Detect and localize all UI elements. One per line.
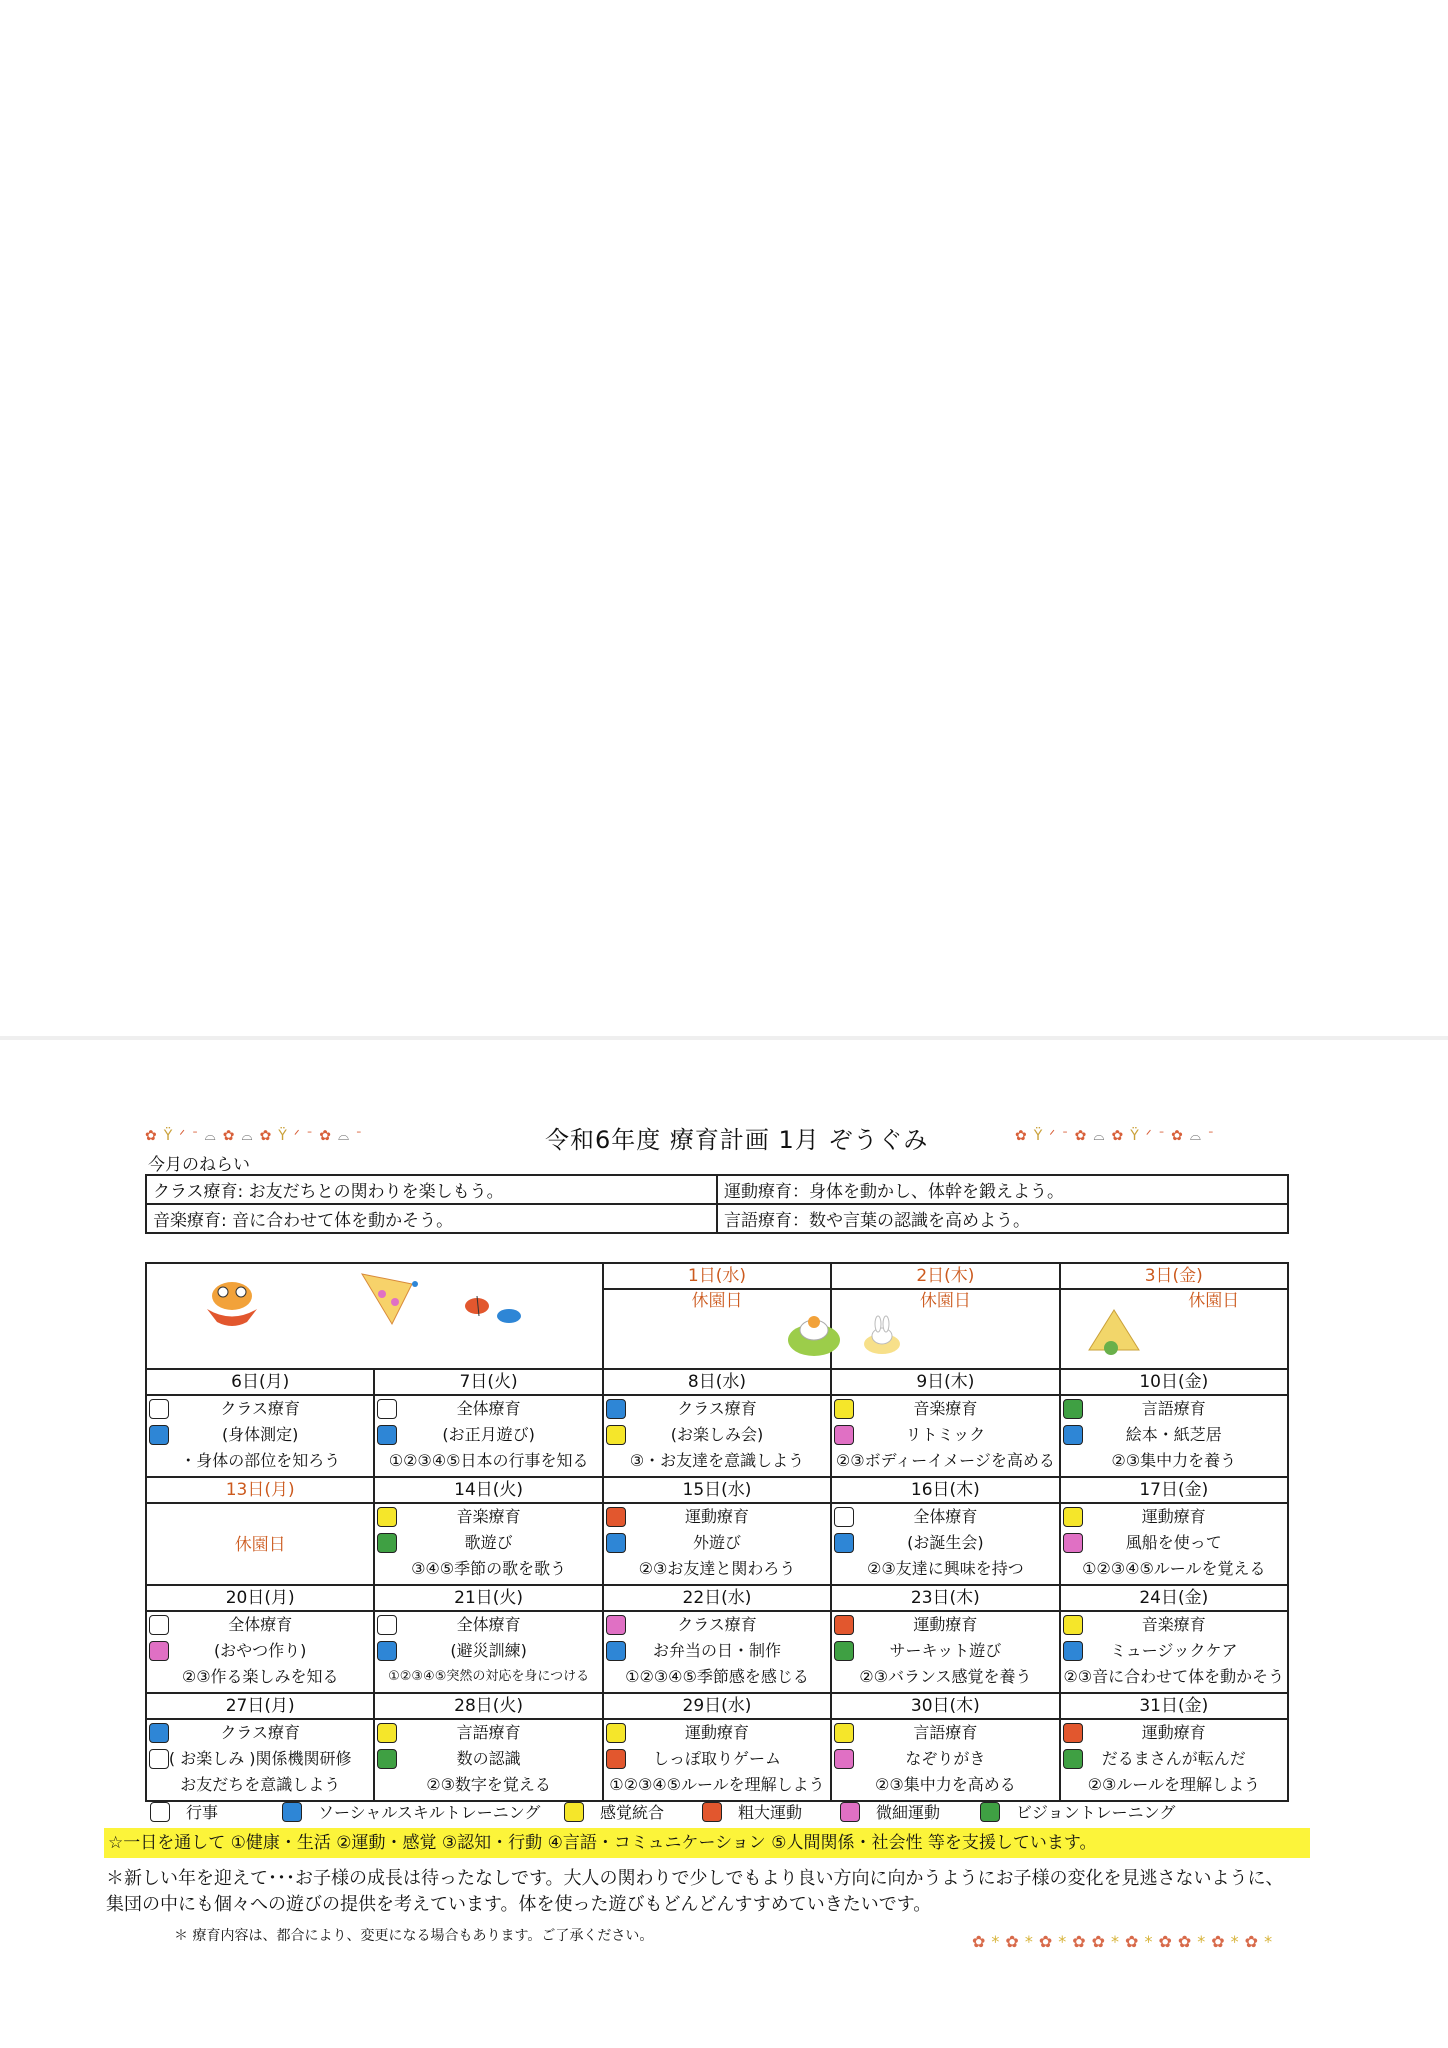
day-cell [831,1719,1059,1801]
activity-name: 風船を使って [1125,1533,1222,1552]
category-color-marker [149,1399,169,1419]
activity-name: 数の認識 [456,1749,521,1768]
activity-type: 運動療育 [1141,1723,1206,1742]
category-color-marker [377,1641,397,1661]
activity-goal: お友だちを意識しよう [180,1775,341,1794]
activity-goal: ②③作る楽しみを知る [181,1667,339,1686]
date-header-2: 2日(木) [831,1263,1059,1289]
activity-type: 全体療育 [456,1615,521,1634]
legend-swatch [564,1802,584,1822]
holiday-label: 休園日 [919,1291,971,1311]
note-line-1: ＊新しい年を迎えて･･･お子様の成長は待ったなしです。大人の関わりで少しでもより良い方向に向かうようにお子様の変化を見逃さないように、 [106,1868,1284,1889]
day-date-header: 28日(火) [374,1693,602,1719]
category-color-marker [834,1507,854,1527]
holiday-cell-3 [1060,1289,1288,1369]
day-cell [374,1611,602,1693]
day-date-header: 9日(木) [831,1369,1059,1395]
kite-illustration [207,1282,257,1326]
new-year-illustration [147,1264,567,1364]
aim-language: 言語療育：数や言葉の認識を高めよう。 [717,1204,1288,1233]
category-color-marker [834,1749,854,1769]
day-cell [146,1611,374,1693]
activity-name: 絵本・紙芝居 [1125,1425,1222,1444]
activity-name: (避災訓練) [450,1641,527,1660]
category-color-marker [606,1425,626,1445]
category-color-marker [149,1425,169,1445]
category-color-marker [149,1641,169,1661]
activity-goal: ③④⑤季節の歌を歌う [411,1559,567,1578]
activity-type: クラス療育 [677,1615,757,1634]
category-color-marker [1063,1507,1083,1527]
legend-label: 行事 [186,1803,219,1822]
category-color-marker [1063,1533,1083,1553]
day-date-header: 29日(水) [603,1693,831,1719]
day-date-header: 17日(金) [1060,1477,1288,1503]
day-cell [374,1395,602,1477]
category-color-marker [834,1533,854,1553]
legend-swatch [702,1802,722,1822]
category-color-marker [1063,1723,1083,1743]
day-cell [831,1503,1059,1585]
legend-label: 微細運動 [876,1803,941,1822]
activity-type: 全体療育 [228,1615,293,1634]
category-color-marker [606,1723,626,1743]
activity-name: (身体測定) [221,1425,299,1444]
category-color-marker [606,1533,626,1553]
category-color-marker [377,1507,397,1527]
activity-goal: ②③友達に興味を持つ [867,1559,1024,1578]
legend-swatch [282,1802,302,1822]
footnote: ＊ 療育内容は、都合により、変更になる場合もあります。ご了承ください。 [174,1928,654,1944]
category-color-marker [834,1615,854,1635]
activity-goal: ②③ルールを理解しよう [1087,1775,1260,1794]
fan-illustration [362,1274,418,1324]
holiday-label: 休園日 [691,1291,743,1311]
page-title: 令和6年度 療育計画 1月 ぞうぐみ [545,1126,929,1154]
category-color-marker [606,1399,626,1419]
legend-label: ビジョントレーニング [1016,1803,1176,1822]
category-color-marker [377,1399,397,1419]
category-color-marker [606,1615,626,1635]
activity-name: なぞりがき [905,1749,986,1768]
activity-name: (お正月遊び) [442,1425,535,1444]
category-color-marker [377,1533,397,1553]
spinning-top-illustration [465,1296,521,1323]
day-cell [831,1611,1059,1693]
category-color-marker [1063,1615,1083,1635]
day-cell [1060,1503,1288,1585]
monthly-aims-table [145,1174,1289,1234]
day-date-header: 30日(木) [831,1693,1059,1719]
category-color-marker [1063,1749,1083,1769]
activity-type: 言語療育 [1141,1399,1206,1418]
day-date-header: 7日(火) [374,1369,602,1395]
activity-goal: ②③バランス感覚を養う [859,1667,1032,1686]
activity-name: リトミック [905,1425,986,1444]
day-cell [603,1503,831,1585]
category-color-marker [834,1399,854,1419]
activity-name: だるまさんが転んだ [1101,1749,1246,1768]
day-cell [146,1503,374,1585]
activity-goal: ②③集中力を高める [875,1775,1016,1794]
aim-music: 音楽療育: 音に合わせて体を動かそう。 [146,1204,717,1233]
holiday-label: 休園日 [234,1535,286,1555]
category-color-marker [606,1641,626,1661]
activity-type: クラス療育 [220,1723,300,1742]
holiday-label: 休園日 [1188,1291,1240,1311]
category-color-marker [377,1615,397,1635]
activity-goal: ・身体の部位を知ろう [180,1451,341,1470]
activity-goal: ①②③④⑤突然の対応を身につける [388,1669,590,1684]
activity-type: 音楽療育 [913,1399,978,1418]
day-date-header: 14日(火) [374,1477,602,1503]
activity-goal: ①②③④⑤季節感を感じる [625,1667,809,1686]
activity-name: しっぽ取りゲーム [652,1749,781,1768]
aim-class: クラス療育: お友だちとの関わりを楽しもう。 [146,1175,717,1204]
rabbit-illustration [852,1312,912,1362]
legend-swatch [150,1802,170,1822]
monthly-aims-heading: 今月のねらい [148,1155,250,1175]
date-header-3: 3日(金) [1060,1263,1288,1289]
aim-motor: 運動療育：身体を動かし、体幹を鍛えよう。 [717,1175,1288,1204]
day-date-header: 8日(水) [603,1369,831,1395]
activity-goal: ②③お友達と関わろう [638,1559,796,1578]
day-cell [1060,1611,1288,1693]
category-color-marker [377,1723,397,1743]
activity-type: 運動療育 [913,1615,978,1634]
activity-type: 運動療育 [684,1507,749,1526]
category-color-marker [149,1723,169,1743]
date-header-1: 1日(水) [603,1263,831,1289]
activity-goal: ①②③④⑤ルールを覚える [1082,1559,1266,1578]
activity-type: 全体療育 [456,1399,521,1418]
legend-label: ソーシャルスキルトレーニング [318,1803,541,1822]
legend-label: 粗大運動 [738,1803,803,1822]
note-line-2: 集団の中にも個々への遊びの提供を考えています。体を使った遊びもどんどんすすめていきたいです。 [106,1894,932,1915]
activity-type: 全体療育 [913,1507,978,1526]
flower-decoration: ✿*✿*✿*✿✿*✿*✿✿*✿*✿* [972,1932,1279,1951]
activity-type: 音楽療育 [1141,1615,1206,1634]
activity-name: ミュージックケア [1110,1641,1238,1660]
day-date-header: 10日(金) [1060,1369,1288,1395]
activity-goal: ②③音に合わせて体を動かそう [1063,1667,1285,1686]
activity-goal: ①②③④⑤ルールを理解しよう [609,1775,825,1794]
category-color-marker [606,1749,626,1769]
activity-type: 言語療育 [456,1723,521,1742]
category-color-marker [1063,1399,1083,1419]
activity-name: (おやつ作り) [213,1641,307,1660]
day-cell [146,1395,374,1477]
activity-name: (お誕生会) [907,1533,984,1552]
day-date-header: 13日(月) [146,1477,374,1503]
legend-swatch [840,1802,860,1822]
day-cell [831,1395,1059,1477]
category-color-marker [1063,1641,1083,1661]
category-color-marker [377,1425,397,1445]
day-date-header: 15日(水) [603,1477,831,1503]
rice-bundle-illustration [1079,1300,1149,1360]
day-cell [1060,1719,1288,1801]
category-color-marker [834,1723,854,1743]
illustration-cell [146,1263,603,1369]
activity-name: 外遊び [692,1533,741,1552]
category-color-marker [149,1749,169,1769]
activity-name: サーキット遊び [889,1641,1002,1660]
day-cell [374,1503,602,1585]
activity-type: 運動療育 [684,1723,749,1742]
day-cell [603,1395,831,1477]
category-color-marker [834,1425,854,1445]
day-date-header: 22日(水) [603,1585,831,1611]
activity-name: ( お楽しみ )関係機関研修 [168,1749,352,1768]
day-date-header: 31日(金) [1060,1693,1288,1719]
activity-goal: ②③数字を覚える [426,1775,551,1794]
activity-type: クラス療育 [220,1399,300,1418]
activity-type: 運動療育 [1141,1507,1206,1526]
category-color-marker [834,1641,854,1661]
day-date-header: 20日(月) [146,1585,374,1611]
day-date-header: 23日(木) [831,1585,1059,1611]
activity-goal: ①②③④⑤日本の行事を知る [388,1451,589,1470]
activity-type: 言語療育 [913,1723,978,1742]
activity-name: (お楽しみ会) [670,1425,764,1444]
holiday-cell-2 [831,1289,1059,1369]
decorative-border-left: ✿Ÿᐟᐨ⌓✿⌓✿Ÿᐟᐨ✿⌓ᐨ [145,1128,369,1144]
category-color-marker [149,1615,169,1635]
decorative-border-right: ✿Ÿᐟᐨ✿⌓✿Ÿᐟᐨ✿⌓ᐨ [1015,1128,1221,1144]
day-cell [603,1611,831,1693]
header [145,1118,1365,1158]
color-legend [150,1800,1290,1826]
holiday-cell-1 [603,1289,831,1369]
activity-name: 歌遊び [464,1533,513,1552]
scan-edge-line [0,1036,1448,1040]
activity-type: 音楽療育 [456,1507,521,1526]
day-date-header: 27日(月) [146,1693,374,1719]
day-cell [1060,1395,1288,1477]
day-date-header: 16日(木) [831,1477,1059,1503]
activity-name: お弁当の日・制作 [652,1641,781,1660]
category-color-marker [377,1749,397,1769]
activity-goal: ②③ボディーイメージを高める [835,1451,1055,1470]
category-color-marker [606,1507,626,1527]
day-cell [146,1719,374,1801]
activity-type: クラス療育 [677,1399,757,1418]
category-color-marker [1063,1425,1083,1445]
activity-goal: ②③集中力を養う [1111,1451,1237,1470]
legend-label: 感覚統合 [600,1803,665,1822]
day-date-header: 24日(金) [1060,1585,1288,1611]
day-cell [374,1719,602,1801]
activity-goal: ③・お友達を意識しよう [629,1451,805,1470]
calendar-table [145,1262,1289,1802]
day-cell [603,1719,831,1801]
support-banner: ☆一日を通して ①健康・生活 ②運動・感覚 ③認知・行動 ④言語・コミュニケーション ⑤人間関係・社会性 等を支援しています。 [104,1828,1310,1858]
legend-swatch [980,1802,1000,1822]
day-date-header: 6日(月) [146,1369,374,1395]
day-date-header: 21日(火) [374,1585,602,1611]
